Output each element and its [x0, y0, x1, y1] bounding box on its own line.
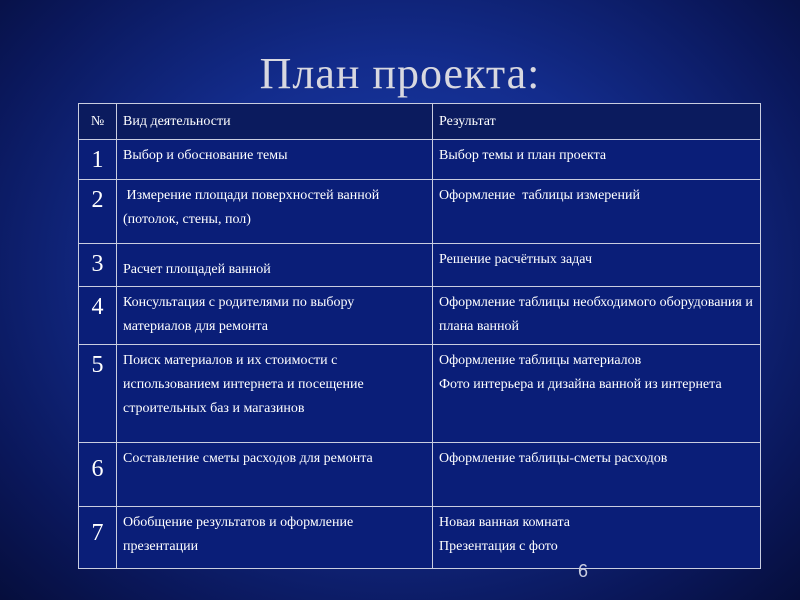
row-activity: Консультация с родителями по выбору материалов для ремонта [117, 287, 433, 345]
row-result [433, 140, 761, 180]
table-header-row [79, 104, 761, 140]
row-activity: Измерение площади поверхностей ванной (потолок, стены, пол) [117, 180, 433, 244]
header-activity: Вид деятельности [117, 104, 433, 140]
table-row [79, 140, 761, 180]
result-line: Оформление таблицы измерений [439, 188, 640, 203]
result-line: Оформление таблицы материалов [439, 353, 642, 368]
table-row [79, 443, 761, 507]
row-number: 6 [79, 443, 117, 507]
project-plan-table [78, 103, 761, 569]
result-line: Оформление таблицы-сметы расходов [439, 451, 668, 466]
table-row [79, 180, 761, 244]
header-number: № [79, 104, 117, 140]
row-number: 7 [79, 507, 117, 569]
result-line: Фото интерьера и дизайна ванной из интернета [439, 377, 722, 392]
row-result [433, 345, 761, 443]
slide-number: 6 [578, 561, 589, 581]
row-result [433, 287, 761, 345]
table-row [79, 345, 761, 443]
row-number: 2 [79, 180, 117, 244]
header-result: Результат [433, 104, 761, 140]
row-activity-text: Расчет площадей ванной [123, 262, 271, 277]
row-number: 1 [79, 140, 117, 180]
row-number: 5 [79, 345, 117, 443]
result-line: Презентация с фото [439, 539, 558, 554]
row-activity [117, 244, 433, 287]
result-line: Выбор темы и план проекта [439, 148, 607, 163]
row-number: 4 [79, 287, 117, 345]
slide-title: План проекта: [259, 49, 541, 98]
row-result [433, 180, 761, 244]
table-row [79, 287, 761, 345]
table-row [79, 244, 761, 287]
row-activity: Поиск материалов и их стоимости с использованием интернета и посещение строительных баз и магазинов [117, 345, 433, 443]
row-result [433, 443, 761, 507]
row-activity: Обобщение результатов и оформление презентации [117, 507, 433, 569]
row-result [433, 507, 761, 569]
row-activity [117, 443, 433, 507]
result-line: Оформление таблицы необходимого оборудования и плана ванной [439, 295, 753, 334]
result-line: Новая ванная комната [439, 515, 570, 530]
row-number: 3 [79, 244, 117, 287]
result-line: Решение расчётных задач [439, 252, 592, 267]
row-activity-text: Составление сметы расходов для ремонта [123, 451, 373, 466]
table-row [79, 507, 761, 569]
row-result [433, 244, 761, 287]
row-activity: Выбор и обоснование темы [117, 140, 433, 180]
